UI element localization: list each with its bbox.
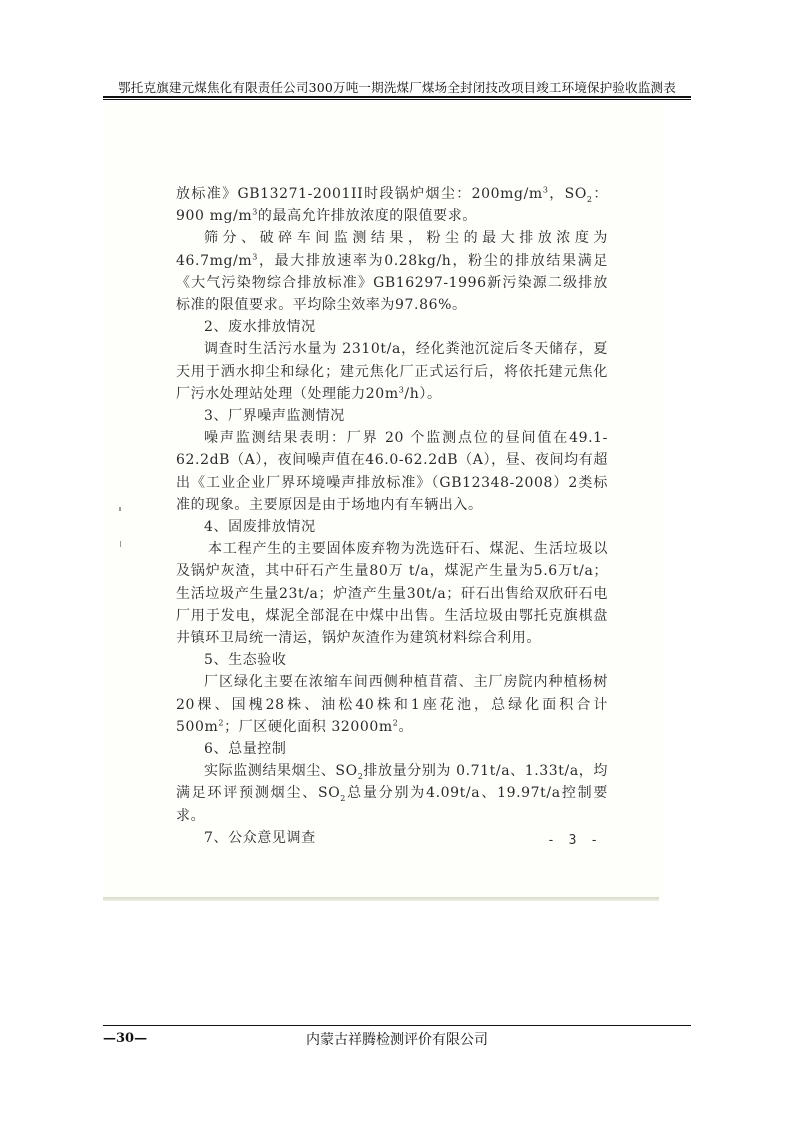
paragraph-dust-monitoring: 筛分、破碎车间监测结果，粉尘的最大排放浓度为$46.7mg/m^3$，最大排放速率为0.28kg/h，粉尘的排放结果满足《大气污染物综合排放标准》GB16297-1996新污染源二级排放标准的限值要求。平均除尘效率为97.86%。 <box>176 230 608 314</box>
document-header-title: 鄂托克旗建元煤焦化有限责任公司300万吨一期洗煤厂煤场全封闭技改项目竣工环境保护验收监测表 <box>118 80 676 95</box>
paragraph-solid-waste: 本工程产生的主要固体废弃物为洗选矸石、煤泥、生活垃圾以及锅炉灰渣，其中矸石产生量80万 t/a，煤泥产生量为5.6万t/a；生活垃圾产生量23t/a；炉渣产生量30t/a；矸石出售给双欣矸石电厂用于发电，煤泥全部混在中煤中出售。生活垃圾由鄂托克旗棋盘井镇环卫局统一清运，锅炉灰渣作为建筑材料综合利用。 <box>176 541 608 647</box>
paragraph-ecology: 厂区绿化主要在浓缩车间西侧种植苜蓿、主厂房院内种植杨树20棵、国槐28株、油松40株和1座花池，总绿化面积合计$500m^2$；厂区硬化面积 $32000m^2$。 <box>176 674 608 735</box>
paragraph-boiler-emission: 放标准》GB13271-2001II时段锅炉烟尘：$200mg/m^3$，$SO_2$：900 $mg/m^3$的最高允许排放浓度的限值要求。 <box>176 185 608 225</box>
section-heading-solid-waste: 4、固废排放情况 <box>204 519 316 536</box>
section-heading-wastewater: 2、废水排放情况 <box>204 319 316 336</box>
paragraph-wastewater: 调查时生活污水量为 2310t/a，经化粪池沉淀后冬天储存，夏天用于洒水抑尘和绿化；建元焦化厂正式运行后，将依托建元焦化厂污水处理站处理（处理能力$20m^3/h$）。 <box>176 341 608 402</box>
section-heading-ecology: 5、生态验收 <box>204 652 287 669</box>
section-heading-noise: 3、厂界噪声监测情况 <box>204 408 345 425</box>
section-heading-total-control: 6、总量控制 <box>204 741 287 758</box>
footer-page-number: —30— <box>103 1031 148 1046</box>
header-rule-thick <box>103 96 691 98</box>
footer-rule <box>103 1025 691 1026</box>
scanned-page-number: - 3 - <box>547 833 602 848</box>
section-heading-public-opinion: 7、公众意见调查 <box>204 829 316 846</box>
scan-speck <box>119 507 121 511</box>
scan-speck <box>120 541 121 547</box>
paragraph-total-control: 实际监测结果烟尘、$SO_2$排放量分别为 0.71t/a、1.33t/a，均满足环评预测烟尘、$SO_2$总量分别为4.09t/a、19.97t/a控制要求。 <box>176 763 609 824</box>
document-body <box>176 183 608 849</box>
footer-company-name: 内蒙古祥腾检测评价有限公司 <box>306 1032 488 1048</box>
scan-bottom-edge <box>103 897 659 901</box>
paragraph-noise: 噪声监测结果表明：厂界 20 个监测点位的昼间值在49.1-62.2dB（A），夜间噪声值在46.0-62.2dB（A），昼、夜间均有超出《工业企业厂界环境噪声排放标准》（GB12348-2008）2类标准的现象。主要原因是由于场地内有车辆出入。 <box>176 430 608 513</box>
header-rule-thin <box>103 99 691 100</box>
